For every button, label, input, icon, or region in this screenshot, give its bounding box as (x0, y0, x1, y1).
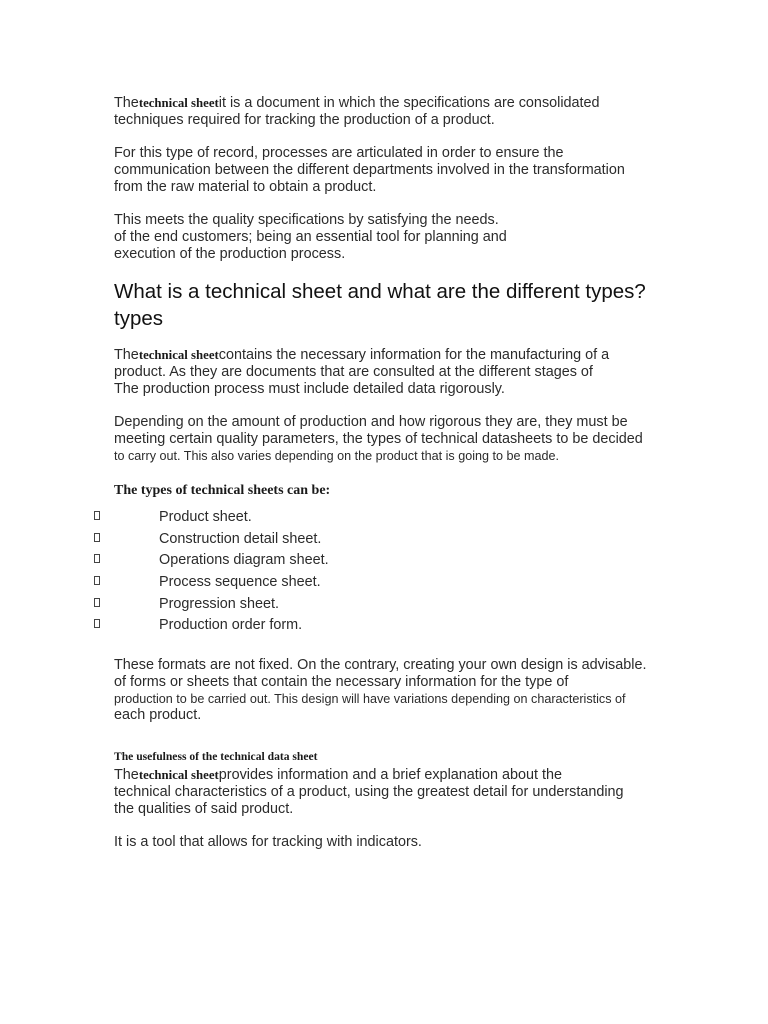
section1-p1-term: technical sheet (138, 348, 219, 362)
intro-paragraph-2 (114, 145, 625, 195)
intro-paragraph-1 (114, 95, 600, 129)
section1-p2-line-2: meeting certain quality parameters, the types of technical datasheets to be decided (114, 430, 643, 447)
usefulness-paragraph-1 (114, 767, 624, 817)
intro-p2-line-2: communication between the different departments involved in the transformation (114, 161, 625, 178)
bullet-icon (94, 598, 100, 607)
section1-p1-rest: contains the necessary information for the manufacturing of a (218, 347, 610, 363)
section1-paragraph-2 (114, 414, 643, 464)
intro-p2-line-1: For this type of record, processes are articulated in order to ensure the (114, 145, 564, 161)
section1-paragraph-1 (114, 347, 609, 397)
section1-p2-line-1: Depending on the amount of production and how rigorous they are, they must be (114, 414, 628, 430)
intro-p3-line-2: of the end customers; being an essential tool for planning and (114, 228, 507, 245)
types-item-label: Operations diagram sheet. (159, 552, 329, 569)
formats-line-1: These formats are not fixed. On the contrary, creating your own design is advisable. (114, 657, 647, 673)
usefulness-p1-term: technical sheet (138, 768, 219, 782)
types-item-label: Construction detail sheet. (159, 530, 322, 547)
bullet-icon (94, 619, 100, 628)
formats-line-4: each product. (114, 707, 202, 724)
formats-line-2: of forms or sheets that contain the necessary information for the type of (114, 673, 569, 690)
intro-p1-rest: it is a document in which the specifications are consolidated (218, 95, 600, 111)
formats-paragraph (114, 657, 646, 724)
section1-p1-line-3: The production process must include detailed data rigorously. (114, 380, 505, 397)
types-item-label: Progression sheet. (159, 595, 279, 612)
section-heading-line-2: types (114, 307, 163, 330)
usefulness-p2-line-1: It is a tool that allows for tracking with indicators. (114, 834, 422, 850)
intro-p2-line-3: from the raw material to obtain a product. (114, 178, 377, 195)
section1-p1-line-1 (114, 347, 609, 364)
bullet-icon (94, 576, 100, 585)
usefulness-p1-rest: provides information and a brief explanation about the (218, 767, 562, 783)
intro-paragraph-3 (114, 212, 507, 262)
intro-p3-line-3: execution of the production process. (114, 245, 346, 262)
types-item-label: Process sequence sheet. (159, 574, 321, 591)
formats-line-3: production to be carried out. This design will have variations depending on characteristics of (114, 691, 626, 706)
intro-p1-line-1 (114, 95, 600, 112)
intro-p1-term: technical sheet (138, 96, 219, 110)
usefulness-p1-lead: The (114, 767, 139, 783)
types-item-label: Production order form. (159, 617, 303, 634)
section1-p1-lead: The (114, 347, 139, 363)
usefulness-paragraph-2 (114, 834, 422, 851)
bullet-icon (94, 554, 100, 563)
section1-p1-line-2: product. As they are documents that are consulted at the different stages of (114, 363, 593, 380)
intro-p3-line-1: This meets the quality specifications by satisfying the needs. (114, 212, 499, 228)
section-heading (114, 278, 646, 332)
usefulness-p1-line-3: the qualities of said product. (114, 800, 294, 817)
bullet-icon (94, 533, 100, 542)
section1-p2-line-3: to carry out. This also varies depending on the product that is going to be made. (114, 448, 560, 463)
usefulness-p1-line-1 (114, 767, 624, 784)
bullet-icon (94, 511, 100, 520)
types-item-label: Product sheet. (159, 509, 252, 525)
section-heading-line-1: What is a technical sheet and what are the different types? (114, 280, 646, 303)
usefulness-title: The usefulness of the technical data sheet (114, 750, 318, 763)
usefulness-p1-line-2: technical characteristics of a product, using the greatest detail for understanding (114, 783, 624, 800)
types-title: The types of technical sheets can be: (114, 483, 331, 498)
intro-p1-lead: The (114, 95, 139, 111)
intro-p1-line-2: techniques required for tracking the production of a product. (114, 111, 495, 128)
